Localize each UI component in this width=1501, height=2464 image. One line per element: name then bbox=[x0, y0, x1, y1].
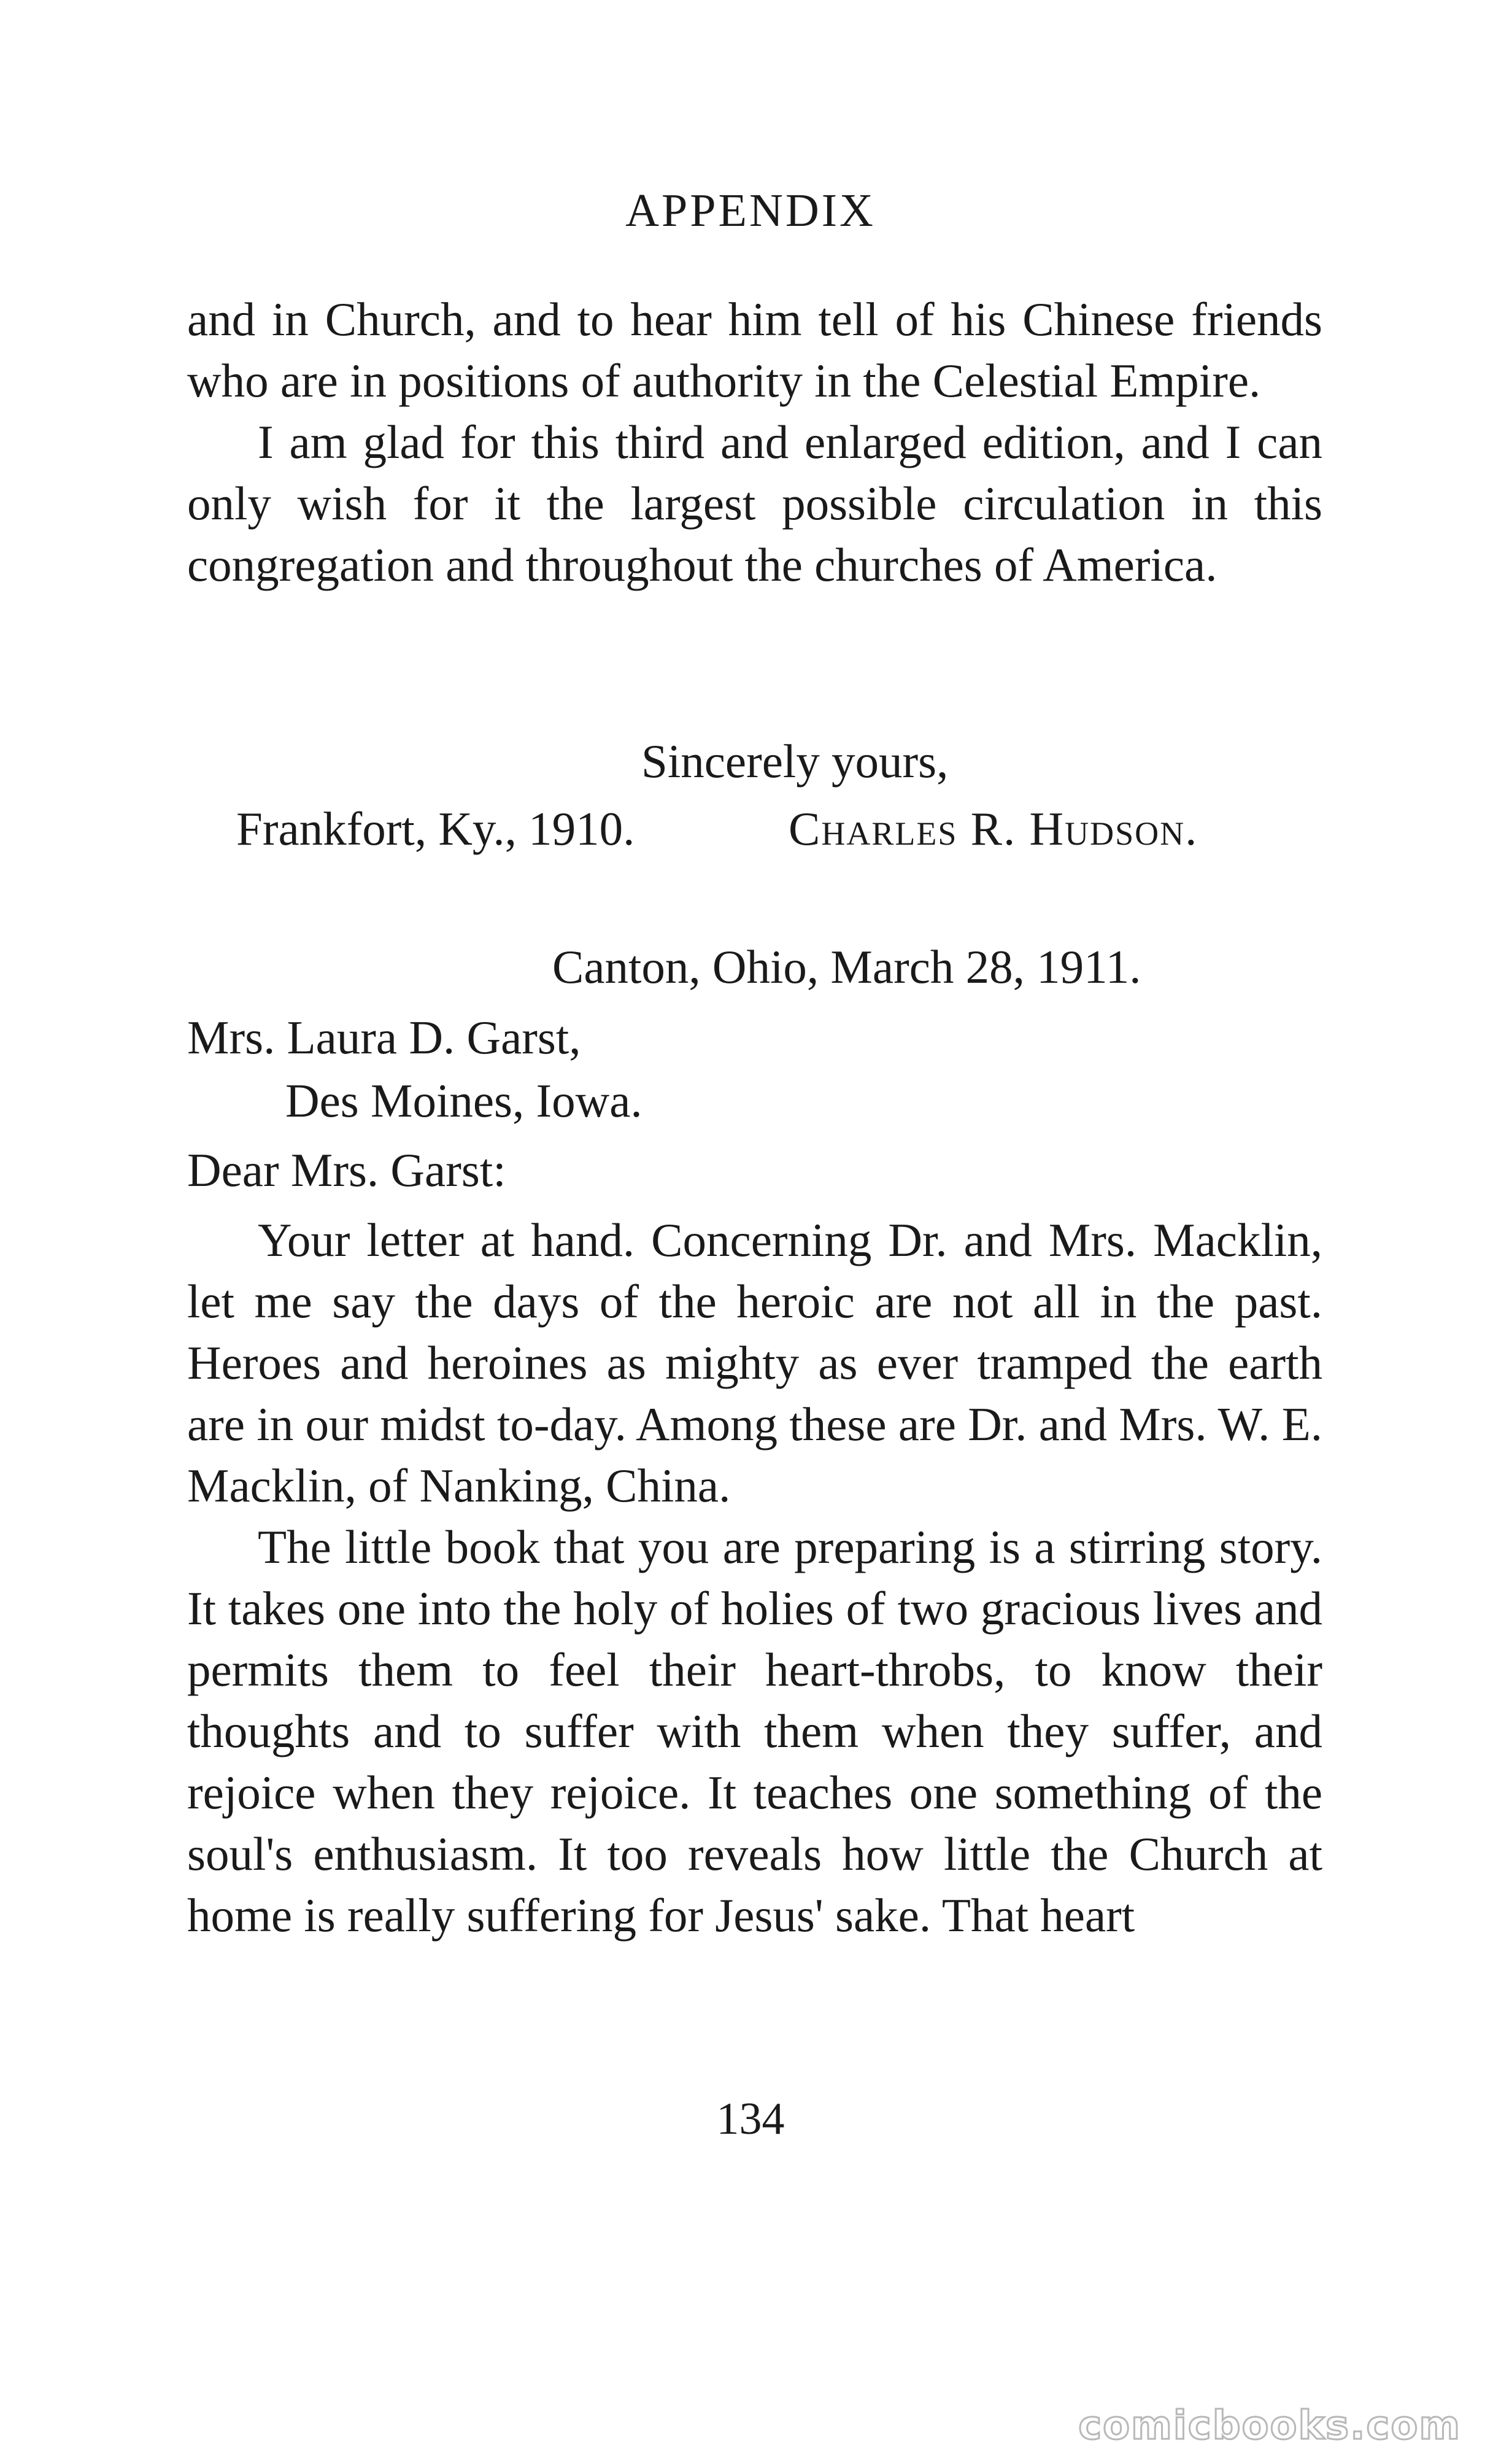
continuation-paragraph: and in Church, and to hear him tell of his Chinese friends who are in positions of authority in the Celestial Empire. bbox=[187, 293, 1322, 407]
book-paragraph: The little book that you are preparing is a stirring story. It takes one into the holy of holies of two gracious lives and permits them to feel their heart-throbs, to know their thoughts and to suffer with them when they suffer, and rejoice when they rejoice. It teaches one something of the soul's enthusiasm. It too reveals how little the Church at home is really suffering for Jesus' sake. That heart bbox=[187, 1521, 1322, 1942]
running-head: APPENDIX bbox=[625, 185, 876, 236]
closing: Sincerely yours, bbox=[641, 735, 949, 788]
addressee-name: Mrs. Laura D. Garst, bbox=[187, 1011, 581, 1064]
dateline: Canton, Ohio, March 28, 1911. bbox=[552, 940, 1141, 993]
second-letter-body bbox=[187, 1209, 1322, 1946]
page-number: 134 bbox=[716, 2094, 785, 2144]
macklin-paragraph: Your letter at hand. Concerning Dr. and Mrs. Macklin, let me say the days of the heroic are not all in the past. Heroes and heroines as mighty as ever tramped the earth are in our midst to-day. Among these are Dr. and Mrs. W. E. Macklin, of Nanking, China. bbox=[187, 1214, 1322, 1512]
place-date: Frankfort, Ky., 1910. bbox=[236, 802, 635, 855]
watermark-logo: comicbooks.com bbox=[1078, 2403, 1461, 2449]
edition-paragraph: I am glad for this third and enlarged edition, and I can only wish for it the largest possible circulation in this congregation and throughout the churches of America. bbox=[187, 416, 1322, 591]
signature: Charles R. Hudson. bbox=[789, 802, 1198, 855]
addressee-city: Des Moines, Iowa. bbox=[285, 1074, 642, 1127]
salutation: Dear Mrs. Garst: bbox=[187, 1144, 506, 1196]
hudson-letter-body bbox=[187, 289, 1322, 595]
